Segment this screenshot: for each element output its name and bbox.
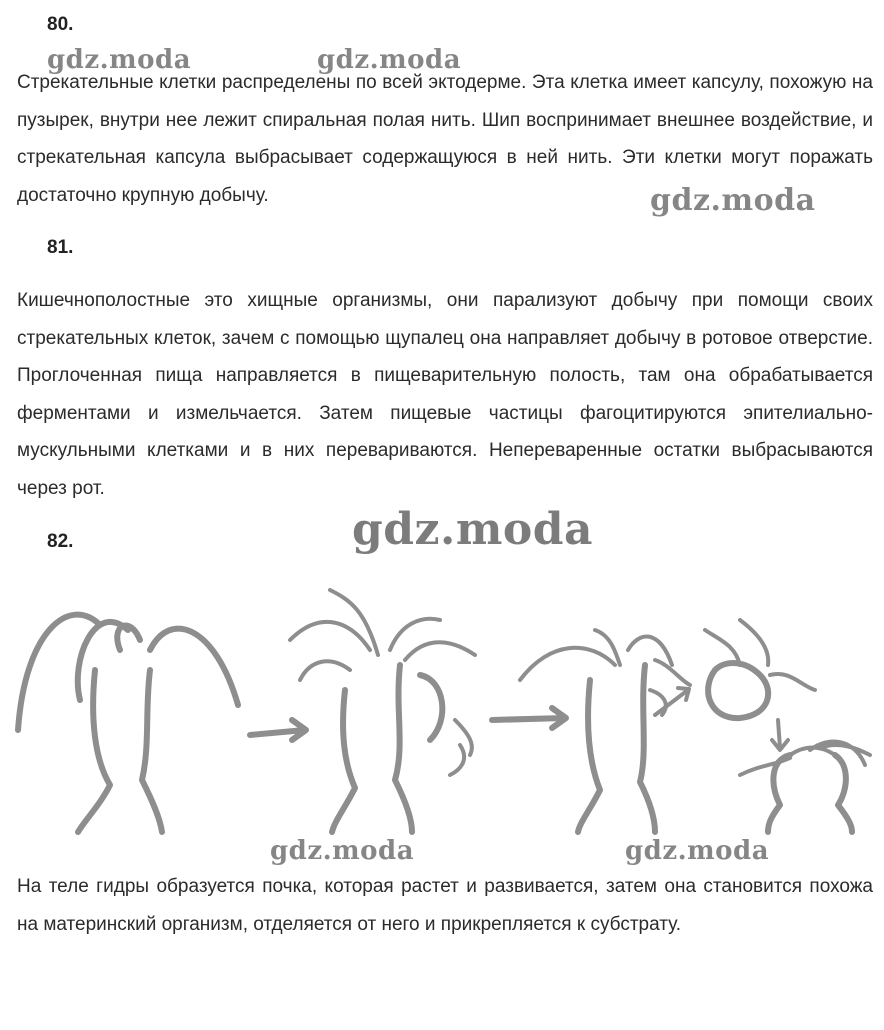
- task-number-80: 80.: [47, 14, 74, 35]
- answer-80-text: Стрекательные клетки распределены по всей эктодерме. Эта клетка имеет капсулу, похожую на пузырек, внутри нее лежит спиральная полая нить. Шип воспринимает внешнее воздействие, и стрекательная капсула выбрасывает содержащуюся в ней нить. Эти клетки могут поражать достаточно крупную добычу.: [17, 72, 873, 206]
- hydra-2-bud: [420, 675, 442, 740]
- hydra-1-tentacle-1: [18, 615, 100, 730]
- answer-81-text: Кишечнополостные это хищные организмы, они парализуют добычу при помощи своих стрекательных клеток, зачем с помощью щупалец она направляет добычу в ротовое отверстие. Проглоченная пища направляется в пищеварительную полость, там она обрабатывается ферментами и измельчается. Затем пищевые частицы фагоцитируются эпителиально-мускульными клетками и в них перевариваются. Непереваренные остатки выбрасываются через рот.: [17, 290, 873, 499]
- task-number-81: 81.: [47, 237, 74, 258]
- hydra-2-bud-tentacles: [450, 720, 472, 775]
- hydra-1-tentacle-3: [150, 629, 238, 705]
- hydra-3-tentacle-1: [520, 648, 615, 680]
- young-hydra-body: [768, 755, 852, 832]
- answer-82-text: На теле гидры образуется почка, которая растет и развивается, затем она становится похожа на материнский организм, отделяется от него и прикрепляется к субстрату.: [17, 876, 873, 935]
- hydra-1-tentacle-4: [117, 626, 140, 650]
- hydra-2-tentacle-4: [405, 642, 475, 660]
- hydra-1-body-left: [78, 670, 110, 832]
- detached-bud-tentacle-2: [770, 674, 815, 690]
- hydra-budding-drawing: [0, 570, 884, 840]
- arrow-4: [778, 720, 780, 748]
- hydra-2-tentacle-3: [390, 619, 440, 650]
- hydra-2-body-left: [332, 690, 355, 832]
- detached-bud-tentacle-1: [705, 630, 740, 665]
- watermark-logo: gdz.moda: [270, 836, 415, 866]
- watermark-logo: gdz.moda: [650, 183, 816, 218]
- watermark-logo: gdz.moda: [352, 504, 594, 555]
- hydra-2-tentacle-5: [300, 661, 350, 680]
- hydra-3-tentacle-3: [628, 636, 672, 665]
- hydra-1-body-right: [142, 670, 162, 832]
- arrow-2: [492, 718, 565, 720]
- hydra-2-tentacle-1: [290, 622, 370, 650]
- watermark-logo: gdz.moda: [317, 45, 462, 75]
- watermark-logo: gdz.moda: [625, 836, 770, 866]
- task-number-82: 82.: [47, 531, 74, 552]
- hydra-3-body-left: [578, 680, 600, 832]
- hydra-2-body-right: [395, 665, 412, 832]
- detached-bud: [708, 663, 768, 718]
- detached-bud-tentacle-3: [740, 620, 768, 665]
- watermark-logo: gdz.moda: [47, 45, 192, 75]
